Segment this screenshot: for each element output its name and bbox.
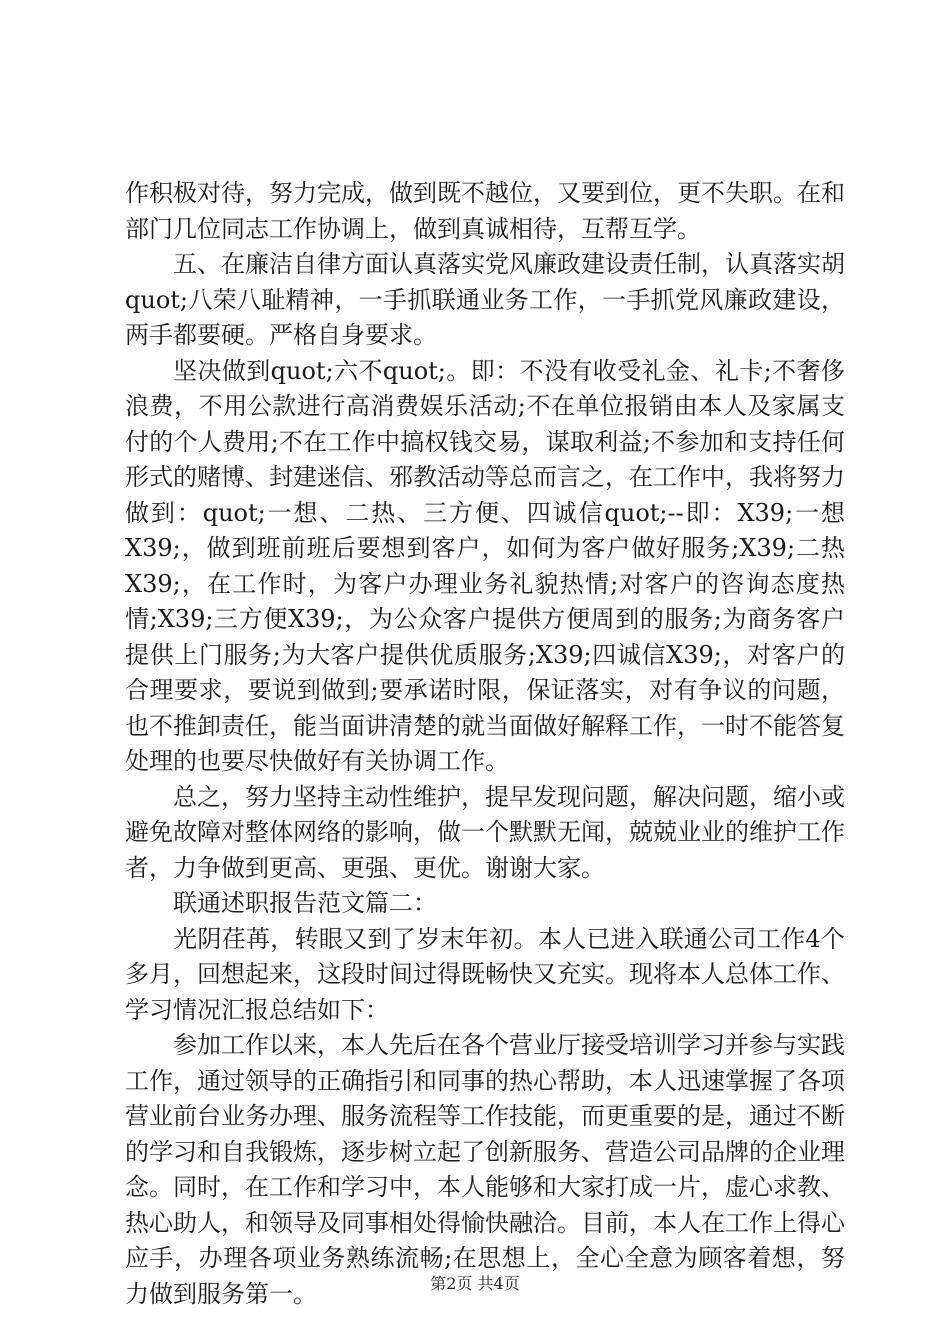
page-number-footer: 第2页 共4页 — [430, 1274, 520, 1293]
paragraph-six-nos: 坚决做到quot;六不quot;。即：不没有收受礼金、礼卡;不奢侈浪费，不用公款进行高消费娱乐活动;不在单位报销由本人及家属支付的个人费用;不在工作中搞权钱交易，谋取利益;不参加和支持任何形式的赌博、封建迷信、邪教活动等总而言之，在工作中，我将努力做到：quot;一想、二热、三方便、四诚信quot;--即：X39;一想X39;，做到班前班后要想到客户，如何为客户做好服务;X39;二热X39;，在工作时，为客户办理业务礼貌热情;对客户的咨询态度热情;X39;三方便X39;，为公众客户提供方便周到的服务;为商务客户提供上门服务;为大客户提供优质服务;X39;四诚信X39;，对客户的合理要求，要说到做到;要承诺时限，保证落实，对有争议的问题，也不推卸责任，能当面讲清楚的就当面做好解释工作，一时不能答复处理的也要尽快做好有关协调工作。 — [125, 356, 845, 775]
paragraph-work-summary: 参加工作以来，本人先后在各个营业厅接受培训学习并参与实践工作，通过领导的正确指引和同事的热心帮助，本人迅速掌握了各项营业前台业务办理、服务流程等工作技能，而更重要的是，通过不断的学习和自我锻炼，逐步树立起了创新服务、营造公司品牌的企业理念。同时，在工作和学习中，本人能够和大家打成一片，虚心求教、热心助人，和领导及同事相处得愉快融洽。目前，本人在工作上得心应手，办理各项业务熟练流畅;在思想上，全心全意为顾客着想，努力做到服务第一。 — [125, 1031, 845, 1308]
paragraph-integrity: 五、在廉洁自律方面认真落实党风廉政建设责任制，认真落实胡quot;八荣八耻精神，一手抓联通业务工作，一手抓党风廉政建设，两手都要硬。严格自身要求。 — [125, 250, 845, 349]
document-body — [125, 176, 845, 1312]
paragraph-intro: 光阴荏苒，转眼又到了岁末年初。本人已进入联通公司工作4个多月，回想起来，这段时间过得既畅快又充实。现将本人总体工作、学习情况汇报总结如下： — [125, 924, 845, 1024]
section-heading: 联通述职报告范文篇二： — [173, 889, 437, 917]
paragraph-conclusion: 总之，努力坚持主动性维护，提早发现问题，解决问题，缩小或避免故障对整体网络的影响，做一个默默无闻，兢兢业业的维护工作者，力争做到更高、更强、更优。谢谢大家。 — [125, 782, 845, 882]
paragraph-continuation: 作积极对待，努力完成，做到既不越位，又要到位，更不失职。在和部门几位同志工作协调上，做到真诚相待，互帮互学。 — [125, 179, 845, 243]
